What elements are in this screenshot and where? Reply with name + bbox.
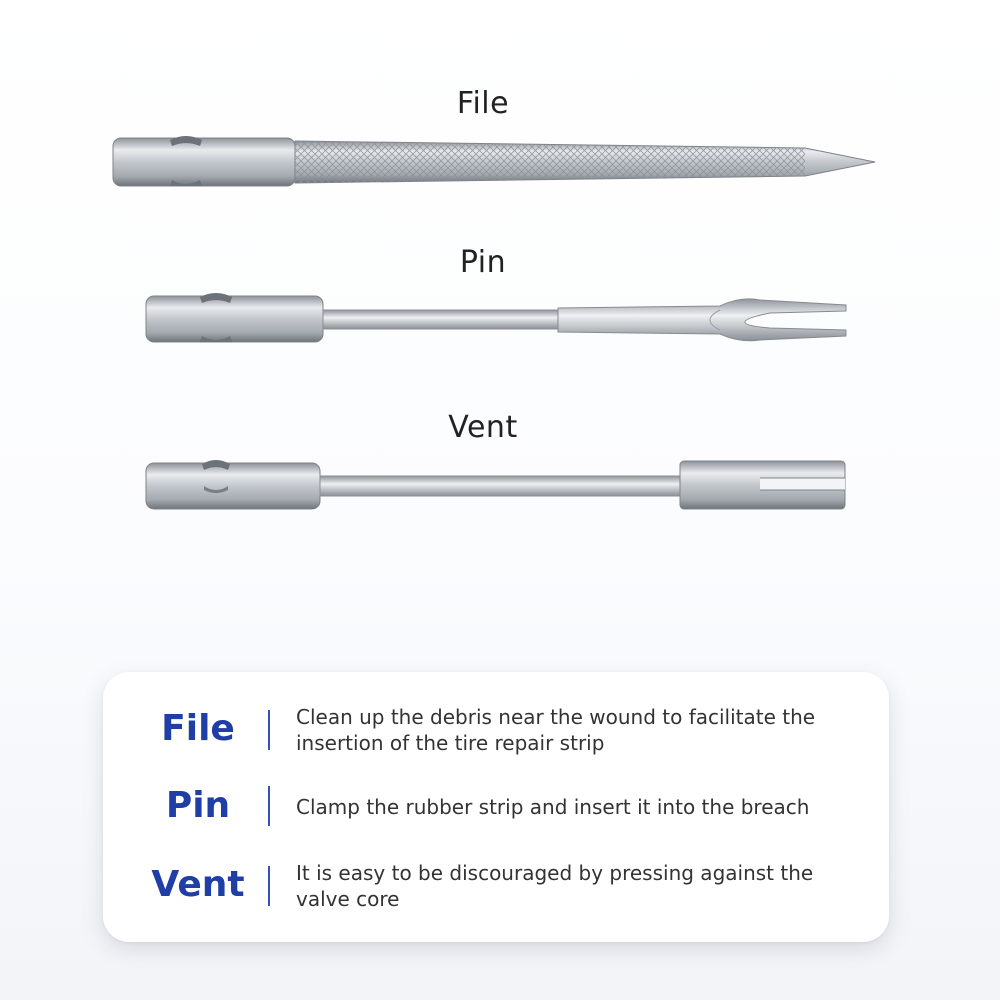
description-card <box>103 672 889 942</box>
pin-tool-icon <box>146 293 846 342</box>
tool-label-pin: Pin <box>459 245 507 280</box>
legend-description-vent: It is easy to be discouraged by pressing against the valve core <box>296 861 814 911</box>
file-tool-icon <box>113 136 875 186</box>
legend-divider <box>268 866 270 906</box>
legend-title-file: File <box>161 708 235 749</box>
tool-label-vent: Vent <box>448 410 518 445</box>
tool-label-file: File <box>456 86 510 121</box>
legend-divider <box>268 710 270 750</box>
legend-row-pin <box>103 782 889 832</box>
vent-tool-icon <box>146 460 845 509</box>
legend-description-file: Clean up the debris near the wound to facilitate the insertion of the tire repair strip <box>296 705 816 755</box>
legend-title-vent: Vent <box>151 864 245 905</box>
legend-row-vent <box>103 860 889 920</box>
legend-title-pin: Pin <box>165 785 231 826</box>
legend-description-pin: Clamp the rubber strip and insert it into the breach <box>296 795 810 819</box>
legend-divider <box>268 786 270 826</box>
legend-row-file <box>103 700 889 760</box>
